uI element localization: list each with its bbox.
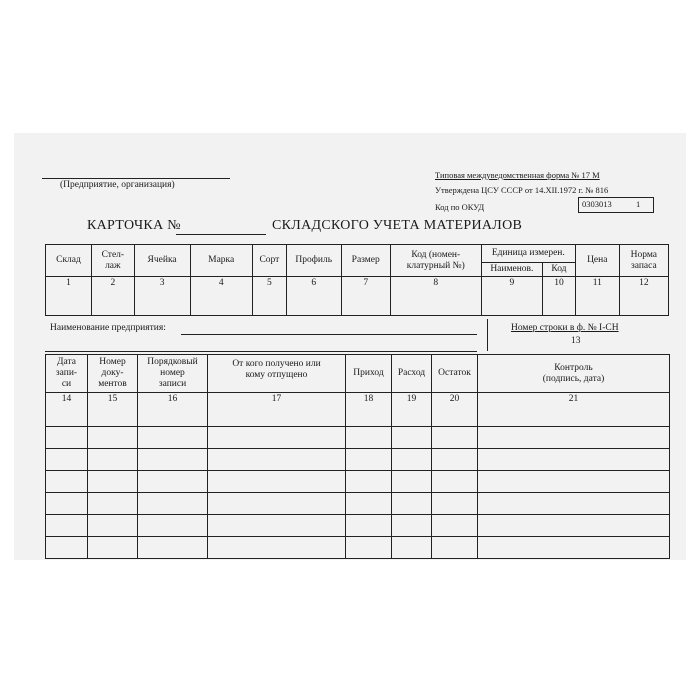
col-prihod: Приход — [346, 355, 392, 393]
col-poryadk: Порядковый номер записи — [138, 355, 208, 393]
col-marka: Марка — [190, 245, 252, 277]
cell-empty — [619, 290, 668, 316]
num-19: 19 — [392, 393, 432, 406]
form-standard: Типовая междуведомственная форма № 17 М — [435, 170, 600, 180]
num-17: 17 — [208, 393, 346, 406]
materials-header-table — [45, 244, 669, 316]
form-approved: Утверждена ЦСУ СССР от 14.XII.1972 г. № 816 — [435, 185, 609, 195]
cell-empty — [543, 290, 576, 316]
col-sort: Сорт — [252, 245, 286, 277]
num-5: 5 — [252, 277, 286, 290]
cell-empty — [91, 290, 134, 316]
okud-digit: 1 — [636, 199, 641, 209]
movement-table — [45, 354, 670, 559]
num-21: 21 — [478, 393, 670, 406]
num-14: 14 — [46, 393, 88, 406]
cell-empty — [190, 290, 252, 316]
col-stellazh: Стел- лаж — [91, 245, 134, 277]
form-sheet — [14, 133, 686, 560]
num-2: 2 — [91, 277, 134, 290]
col-kontrol: Контроль (подпись, дата) — [478, 355, 670, 393]
num-12: 12 — [619, 277, 668, 290]
col-nomer-doc: Номер доку- ментов — [88, 355, 138, 393]
num-8: 8 — [390, 277, 481, 290]
cell-empty — [341, 290, 390, 316]
num-4: 4 — [190, 277, 252, 290]
num-11: 11 — [575, 277, 619, 290]
col-data: Дата запи- си — [46, 355, 88, 393]
col-rashod: Расход — [392, 355, 432, 393]
card-title-left: КАРТОЧКА № — [87, 218, 181, 233]
col-yacheika: Ячейка — [134, 245, 190, 277]
enterprise-name-line — [181, 334, 477, 335]
card-title-right: СКЛАДСКОГО УЧЕТА МАТЕРИАЛОВ — [272, 218, 523, 233]
col-kod: Код (номен- клатурный №) — [390, 245, 481, 277]
num-7: 7 — [341, 277, 390, 290]
org-underline — [42, 178, 230, 179]
org-label: (Предприятие, организация) — [60, 180, 175, 190]
cell-empty — [286, 290, 341, 316]
num-18: 18 — [346, 393, 392, 406]
num-16: 16 — [138, 393, 208, 406]
num-6: 6 — [286, 277, 341, 290]
col-unit-kod: Код — [543, 263, 576, 277]
cell-empty — [575, 290, 619, 316]
col-ot-kogo: От кого получено или кому отпущено — [208, 355, 346, 393]
col-norma: Норма запаса — [619, 245, 668, 277]
cell-empty — [46, 290, 92, 316]
num-1: 1 — [46, 277, 92, 290]
col-edinica: Единица измерен. — [481, 245, 575, 263]
col-profil: Профиль — [286, 245, 341, 277]
cell-empty — [252, 290, 286, 316]
num-15: 15 — [88, 393, 138, 406]
enterprise-name-line-2 — [45, 351, 477, 352]
enterprise-name-label: Наименование предприятия: — [50, 323, 166, 333]
okud-code: 0303013 — [582, 199, 612, 209]
cell-empty — [481, 290, 542, 316]
num-20: 20 — [432, 393, 478, 406]
col-cena: Цена — [575, 245, 619, 277]
row-num-value: 13 — [571, 336, 581, 346]
okud-label: Код по ОКУД — [435, 202, 485, 212]
card-number-line — [176, 234, 266, 235]
col-ostatok: Остаток — [432, 355, 478, 393]
num-3: 3 — [134, 277, 190, 290]
cell-empty — [134, 290, 190, 316]
col-sklad: Склад — [46, 245, 92, 277]
row-num-divider — [487, 319, 488, 351]
col-naimenov: Наименов. — [481, 263, 542, 277]
col-razmer: Размер — [341, 245, 390, 277]
num-9: 9 — [481, 277, 542, 290]
cell-empty — [390, 290, 481, 316]
num-10: 10 — [543, 277, 576, 290]
row-num-label: Номер строки в ф. № I-СН — [511, 323, 619, 333]
